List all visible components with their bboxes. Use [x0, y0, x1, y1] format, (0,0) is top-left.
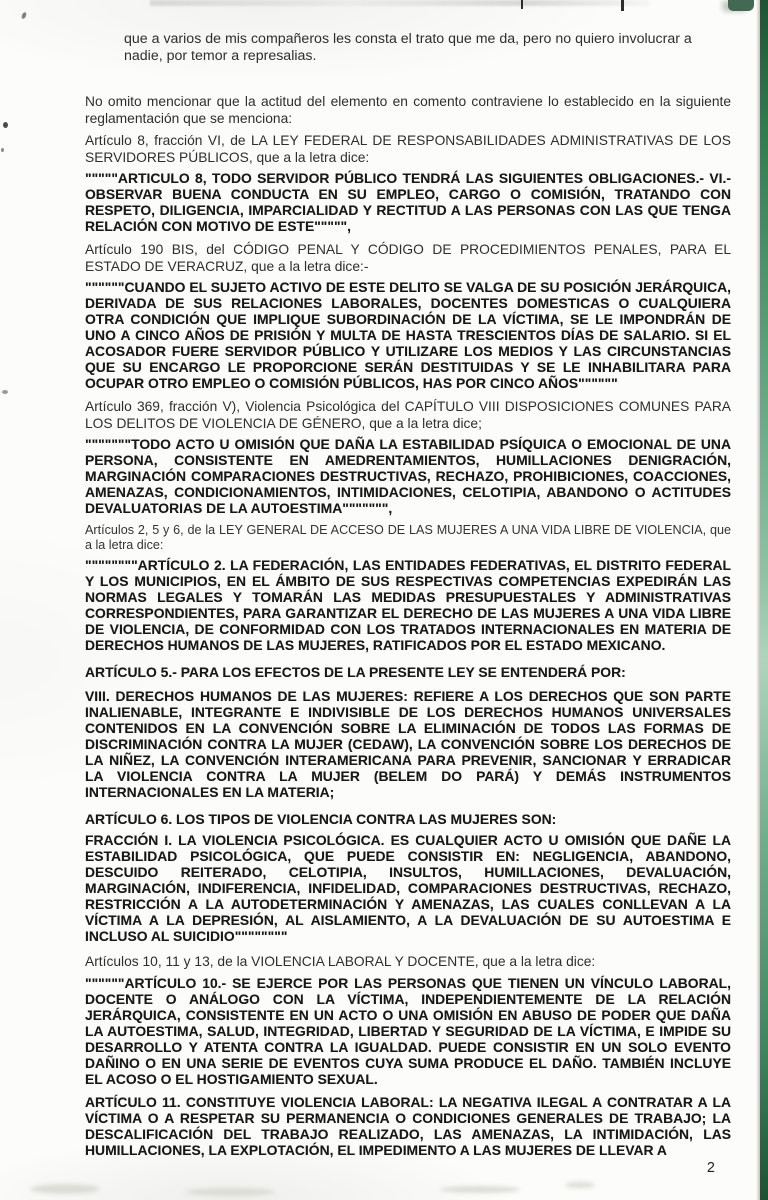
scan-tick-mark [521, 0, 523, 9]
quote-fraccion-i: FRACCIÓN I. LA VIOLENCIA PSICOLÓGICA. ES CUALQUIER ACTO U OMISIÓN QUE DAÑE LA ESTABILIDAD PSICOLÓGICA, QUE PUEDE CONSISTIR EN: NEGLIGENCIA, ABANDONO, DESCUIDO REITERADO, CELOTIPIA, INSULTOS, HUMILLACIONES, DEVALUACIÓN, MARGINACIÓN, INDIFERENCIA, INFIDELIDAD, COMPARACIONES DESTRUCTIVAS, RECHAZO, RESTRICCIÓN A LA AUTODETERMINACIÓN Y AMENAZAS, LAS CUALES CONLLEVAN A LA VÍCTIMA A LA DEPRESIÓN, AL AISLAMIENTO, A LA DEVALUACIÓN DE SU AUTOESTIMA E INCLUSO AL SUICIDIO"""""""" [85, 832, 731, 944]
heading-articulo-5: ARTÍCULO 5.- PARA LOS EFECTOS DE LA PRESENTE LEY SE ENTENDERÁ POR: [85, 664, 626, 680]
paragraph-intro-note: No omito mencionar que la actitud del elemento en comento contraviene lo establecido en la siguiente reglamentación que se menciona: [85, 94, 731, 126]
scan-speck [3, 122, 8, 128]
paragraph-continuation: que a varios de mis compañeros les consta el trato que me da, pero no quiero involucrar a nadie, por temor a represalias. [124, 31, 692, 64]
scan-smudge [440, 1186, 520, 1193]
scan-speck [1, 148, 4, 152]
quote-fraccion-viii: VIII. DERECHOS HUMANOS DE LAS MUJERES: REFIERE A LOS DERECHOS QUE SON PARTE INALIENABLE, INTEGRANTE E INDIVISIBLE DE LOS DERECHOS HUMANOS UNIVERSALES CONTENIDOS EN LA CONVENCIÓN SOBRE LA ELIMINACIÓN DE TODOS LAS FORMAS DE DISCRIMINACIÓN CONTRA LA MUJER (CEDAW), LA CONVENCIÓN SOBRE LOS DERECHOS DE LA NIÑEZ, LA CONVENCIÓN INTERAMERICANA PARA PREVENIR, SANCIONAR Y ERRADICAR LA VIOLENCIA CONTRA LA MUJER (BELEM DO PARÁ) Y DEMÁS INSTRUMENTOS INTERNACIONALES EN LA MATERIA; [85, 688, 731, 800]
quote-articulo-190-bis: """"""CUANDO EL SUJETO ACTIVO DE ESTE DELITO SE VALGA DE SU POSICIÓN JERÁRQUICA, DERIVADA DE SUS RELACIONES LABORALES, DOCENTES DOMESTICAS O CUALQUIERA OTRA CONDICIÓN QUE IMPLIQUE SUBORDINACIÓN DE LA VÍCTIMA, SE LE IMPONDRÁN DE UNO A CINCO AÑOS DE PRISIÓN Y MULTA DE HASTA TRESCIENTOS DÍAS DE SALARIO. SI EL ACOSADOR FUERE SERVIDOR PÚBLICO Y UTILIZARE LOS MEDIOS Y LAS CIRCUNSTANCIAS QUE SU ENCARGO LE PROPORCIONE SERÁN DESTITUIDAS Y SE LE INHABILITARA PARA OCUPAR OTRO EMPLEO O COMISIÓN PÚBLICOS, HAS POR CINCO AÑOS"""""" [85, 279, 731, 391]
document-body [85, 31, 731, 1176]
page-number: 2 [706, 1160, 715, 1176]
scan-tick-mark [621, 0, 624, 11]
quote-articulo-369: """""""TODO ACTO U OMISIÓN QUE DAÑA LA ESTABILIDAD PSÍQUICA O EMOCIONAL DE UNA PERSONA, CONSISTENTE EN AMEDRENTAMIENTOS, HUMILLACIONES DENIGRACIÓN, MARGINACIÓN COMPARACIONES DESTRUCTIVAS, RECHAZO, PROHIBICIONES, COACCIONES, AMENAZAS, CONDICIONAMIENTOS, INTIMIDACIONES, CELOTIPIA, ABANDONO O ACTITUDES DEVALUATORIAS DE LA AUTOESTIMA""""""", [85, 436, 731, 516]
quote-articulo-8: """""ARTICULO 8, TODO SERVIDOR PÚBLICO TENDRÁ LAS SIGUIENTES OBLIGACIONES.- VI.- OBSERVAR BUENA CONDUCTA EN SU EMPLEO, CARGO O COMISIÓN, TRATANDO CON RESPETO, DILIGENCIA, IMPARCIALIDAD Y RECTITUD A LAS PERSONAS CON LAS QUE TENGA RELACIÓN CON MOTIVO DE ESTE""""", [85, 170, 731, 234]
scan-speck [21, 11, 28, 19]
scan-smudge [30, 1184, 100, 1194]
scan-smudge [565, 1182, 595, 1188]
quote-articulo-10: """"""ARTÍCULO 10.- SE EJERCE POR LAS PERSONAS QUE TIENEN UN VÍNCULO LABORAL, DOCENTE O ANÁLOGO CON LA VÍCTIMA, INDEPENDIENTEMENTE DE LA RELACIÓN JERÁRQUICA, CONSISTENTE EN UN ACTO O UNA OMISIÓN EN ABUSO DE PODER QUE DAÑA LA AUTOESTIMA, SALUD, INTEGRIDAD, LIBERTAD Y SEGURIDAD DE LA VÍCTIMA, E IMPIDE SU DESARROLLO Y ATENTA CONTRA LA IGUALDAD. PUEDE CONSISTIR EN UN SOLO EVENTO DAÑINO O EN UNA SERIE DE EVENTOS CUYA SUMA PRODUCE EL DAÑO. TAMBIÉN INCLUYE EL ACOSO O EL HOSTIGAMIENTO SEXUAL. [85, 975, 731, 1087]
quote-articulo-2: """"""""ARTÍCULO 2. LA FEDERACIÓN, LAS ENTIDADES FEDERATIVAS, EL DISTRITO FEDERAL Y LOS MUNICIPIOS, EN EL ÁMBITO DE SUS RESPECTIVAS COMPETENCIAS EXPEDIRÁN LAS NORMAS LEGALES Y TOMARÁN LAS MEDIDAS PRESUPUESTALES Y ADMINISTRATIVAS CORRESPONDIENTES, PARA GARANTIZAR EL DERECHO DE LAS MUJERES A UNA VIDA LIBRE DE VIOLENCIA, DE CONFORMIDAD CON LOS TRATADOS INTERNACIONALES EN MATERIA DE DERECHOS HUMANOS DE LAS MUJERES, RATIFICADOS POR EL ESTADO MEXICANO. [85, 557, 731, 653]
heading-articulo-6: ARTÍCULO 6. LOS TIPOS DE VIOLENCIA CONTRA LAS MUJERES SON: [85, 811, 557, 827]
scanner-green-edge [760, 0, 768, 1200]
citation-articulo-369-header: Artículo 369, fracción V), Violencia Psicológica del CAPÍTULO VIII DISPOSICIONES COMUNES PARA LOS DELITOS DE VIOLENCIA DE GÉNERO, que a la letra dice; [85, 399, 731, 431]
citation-articulo-8-header: Artículo 8, fracción VI, de LA LEY FEDERAL DE RESPONSABILIDADES ADMINISTRATIVAS DE LOS SERVIDORES PÚBLICOS, que a la letra dice: [85, 133, 731, 165]
citation-articulo-190-header: Artículo 190 BIS, del CÓDIGO PENAL Y CÓDIGO DE PROCEDIMIENTOS PENALES, PARA EL ESTADO DE VERACRUZ, que a la letra dice:- [85, 242, 731, 274]
scan-noise-band [150, 0, 650, 6]
quote-articulo-11: ARTÍCULO 11. CONSTITUYE VIOLENCIA LABORAL: LA NEGATIVA ILEGAL A CONTRATAR A LA VÍCTIMA O A RESPETAR SU PERMANENCIA O CONDICIONES GENERALES DE TRABAJO; LA DESCALIFICACIÓN DEL TRABAJO REALIZADO, LAS AMENAZAS, LA INTIMIDACIÓN, LAS HUMILLACIONES, LA EXPLOTACIÓN, EL IMPEDIMENTO A LAS MUJERES DE LLEVAR A [85, 1094, 731, 1158]
scan-smudge [185, 1188, 275, 1196]
scan-corner-blotch [728, 0, 754, 11]
scan-speck [2, 390, 8, 394]
citation-articulos-10-11-13-header: Artículos 10, 11 y 13, de la VIOLENCIA LABORAL Y DOCENTE, que a la letra dice: [85, 954, 596, 969]
citation-articulos-2-5-6-header: Artículos 2, 5 y 6, de la LEY GENERAL DE ACCESO DE LAS MUJERES A UNA VIDA LIBRE DE VIOLENCIA, que a la letra dice: [85, 523, 731, 552]
